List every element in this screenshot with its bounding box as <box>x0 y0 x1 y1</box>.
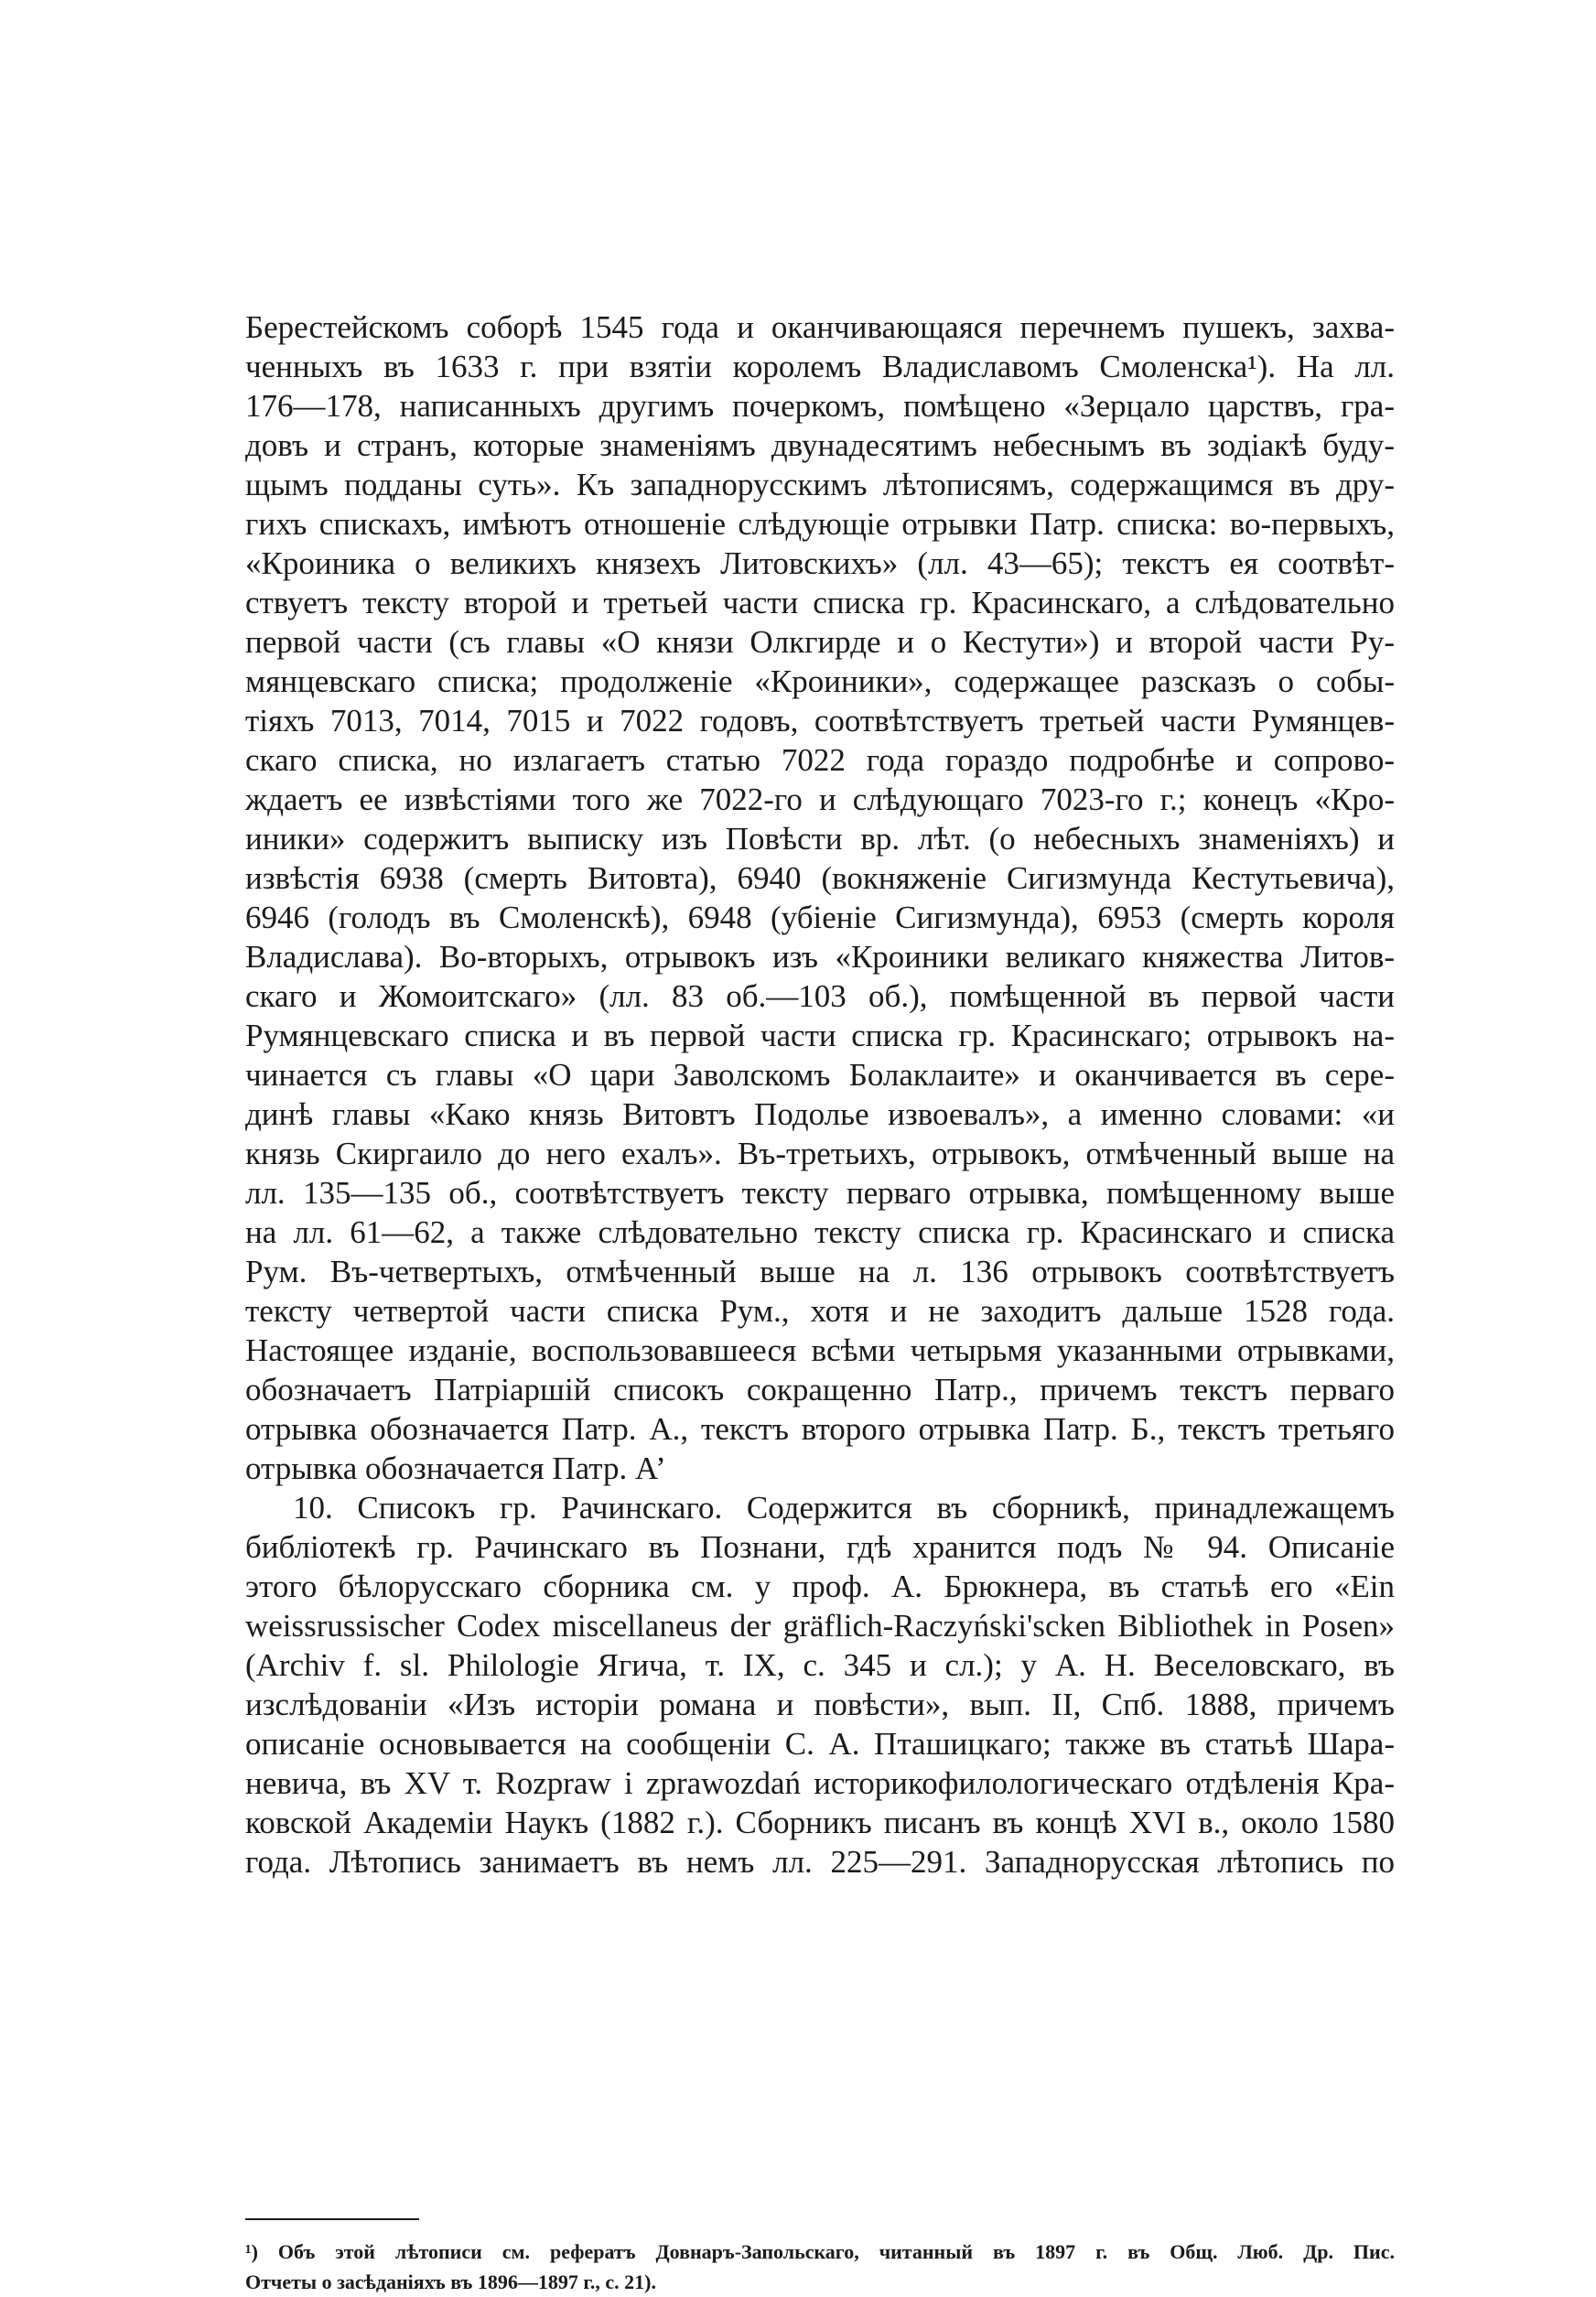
text-line: отрывка обозначается Патр. А’ <box>245 1450 666 1486</box>
text-line: обозначаетъ Патріаршій списокъ сокращенно Патр., причемъ текстъ перваго <box>245 1372 1395 1407</box>
text-line: ствуетъ тексту второй и третьей части списка гр. Красинскаго, а слѣдовательно <box>245 585 1395 620</box>
text-line: weissrussischer Codex miscellaneus der gräflich-Raczyński'scken Bibliothek in Posen» <box>245 1608 1395 1644</box>
text-line: ковской Академіи Наукъ (1882 г.). Сборникъ писанъ въ концѣ XVI в., около 1580 <box>245 1805 1395 1840</box>
text-line: ченныхъ въ 1633 г. при взятіи королемъ Владиславомъ Смоленска¹). На лл. <box>245 349 1395 384</box>
text-line: скаго списка, но излагаетъ статью 7022 года гораздо подробнѣе и сопрово- <box>245 742 1395 778</box>
text-line: Рум. Въ-четвертыхъ, отмѣченный выше на л. 136 отрывокъ соотвѣтствуетъ <box>245 1254 1395 1289</box>
text-line: (Archiv f. sl. Philologie Ягича, т. IX, с. 345 и сл.); у А. Н. Веселовскаго, въ <box>245 1647 1395 1683</box>
text-line: чинается съ главы «О цари Заволскомъ Болаклаите» и оканчивается въ сере- <box>245 1057 1395 1093</box>
text-line: довъ и странъ, которые знаменіямъ двунадесятимъ небеснымъ въ зодіакѣ буду- <box>245 427 1395 463</box>
text-line: гихъ спискахъ, имѣютъ отношеніе слѣдующіе отрывки Патр. списка: во-первыхъ, <box>245 506 1395 542</box>
text-line: 176—178, написанныхъ другимъ почеркомъ, помѣщено «Зерцало царствъ, гра- <box>245 388 1395 424</box>
text-line: на лл. 61—62, а также слѣдовательно тексту списка гр. Красинскаго и списка <box>245 1214 1395 1250</box>
footnote-line: Отчеты о засѣданіяхъ въ 1896—1897 г., с. 21). <box>245 2270 656 2293</box>
footnote <box>245 2237 1395 2297</box>
text-line: отрывка обозначается Патр. А., текстъ второго отрывка Патр. Б., текстъ третьяго <box>245 1411 1395 1447</box>
text-line: первой части (съ главы «О князи Олкгирде и о Кестути») и второй части Ру- <box>245 624 1395 660</box>
text-line: лл. 135—135 об., соотвѣтствуетъ тексту перваго отрывка, помѣщенному выше <box>245 1175 1395 1211</box>
text-line: динѣ главы «Како князь Витовтъ Подолье извоевалъ», а именно словами: «и <box>245 1096 1395 1132</box>
footnote-divider <box>245 2218 419 2220</box>
text-line: Владислава). Во-вторыхъ, отрывокъ изъ «Кроиники великаго княжества Литов- <box>245 939 1395 975</box>
footnote-line: ¹) Объ этой лѣтописи см. рефератъ Довнаръ-Запольскаго, читанный въ 1897 г. въ Общ. Люб. Др. Пис. <box>245 2240 1395 2263</box>
text-line: князь Скиргаило до него ехалъ». Въ-третьихъ, отрывокъ, отмѣченный выше на <box>245 1136 1395 1171</box>
text-line: Берестейскомъ соборѣ 1545 года и оканчивающаяся перечнемъ пушекъ, захва- <box>245 309 1395 345</box>
text-line: описаніе основывается на сообщеніи С. А. Пташицкаго; также въ статьѣ Шара- <box>245 1726 1395 1762</box>
text-line: Румянцевскаго списка и въ первой части списка гр. Красинскаго; отрывокъ на- <box>245 1018 1395 1053</box>
text-line: года. Лѣтопись занимаетъ въ немъ лл. 225—291. Западнорусская лѣтопись по <box>245 1844 1395 1880</box>
text-line: мянцевскаго списка; продолженіе «Кроиники», содержащее разсказъ о собы- <box>245 663 1395 699</box>
body-text <box>245 307 1395 1882</box>
text-line: иники» содержитъ выписку изъ Повѣсти вр. лѣт. (о небесныхъ знаменіяхъ) и <box>245 821 1395 857</box>
text-line: «Кроиника о великихъ князехъ Литовскихъ» (лл. 43—65); текстъ ея соотвѣт- <box>245 545 1395 581</box>
text-line: этого бѣлорусскаго сборника см. у проф. А. Брюкнера, въ статьѣ его «Ein <box>245 1569 1395 1604</box>
text-line: Настоящее изданіе, воспользовавшееся всѣми четырьмя указанными отрывками, <box>245 1332 1395 1368</box>
text-line: тексту четвертой части списка Рум., хотя и не заходитъ дальше 1528 года. <box>245 1293 1395 1329</box>
text-line: тіяхъ 7013, 7014, 7015 и 7022 годовъ, соотвѣтствуетъ третьей части Румянцев- <box>245 703 1395 739</box>
text-line: щымъ подданы суть». Къ западнорусскимъ лѣтописямъ, содержащимся въ дру- <box>245 467 1395 502</box>
text-line: скаго и Жомоитскаго» (лл. 83 об.—103 об.), помѣщенной въ первой части <box>245 978 1395 1014</box>
text-line: невича, въ XV т. Rozpraw i zprawozdań историкофилологическаго отдѣленія Кра- <box>245 1765 1395 1801</box>
text-line: изслѣдованіи «Изъ исторіи романа и повѣсти», вып. II, Спб. 1888, причемъ <box>245 1687 1395 1722</box>
section-10-heading-line: 10. Списокъ гр. Рачинскаго. Содержится въ сборникѣ, принадлежащемъ <box>293 1490 1395 1526</box>
text-line: библіотекѣ гр. Рачинскаго въ Познани, гдѣ хранится подъ № 94. Описаніе <box>245 1529 1395 1565</box>
text-line: ждаетъ ее извѣстіями того же 7022-го и слѣдующаго 7023-го г.; конецъ «Кро- <box>245 782 1395 817</box>
text-line: извѣстія 6938 (смерть Витовта), 6940 (вокняженіе Сигизмунда Кестутьевича), <box>245 860 1395 896</box>
text-line: 6946 (голодъ въ Смоленскѣ), 6948 (убіеніе Сигизмунда), 6953 (смерть короля <box>245 900 1395 935</box>
